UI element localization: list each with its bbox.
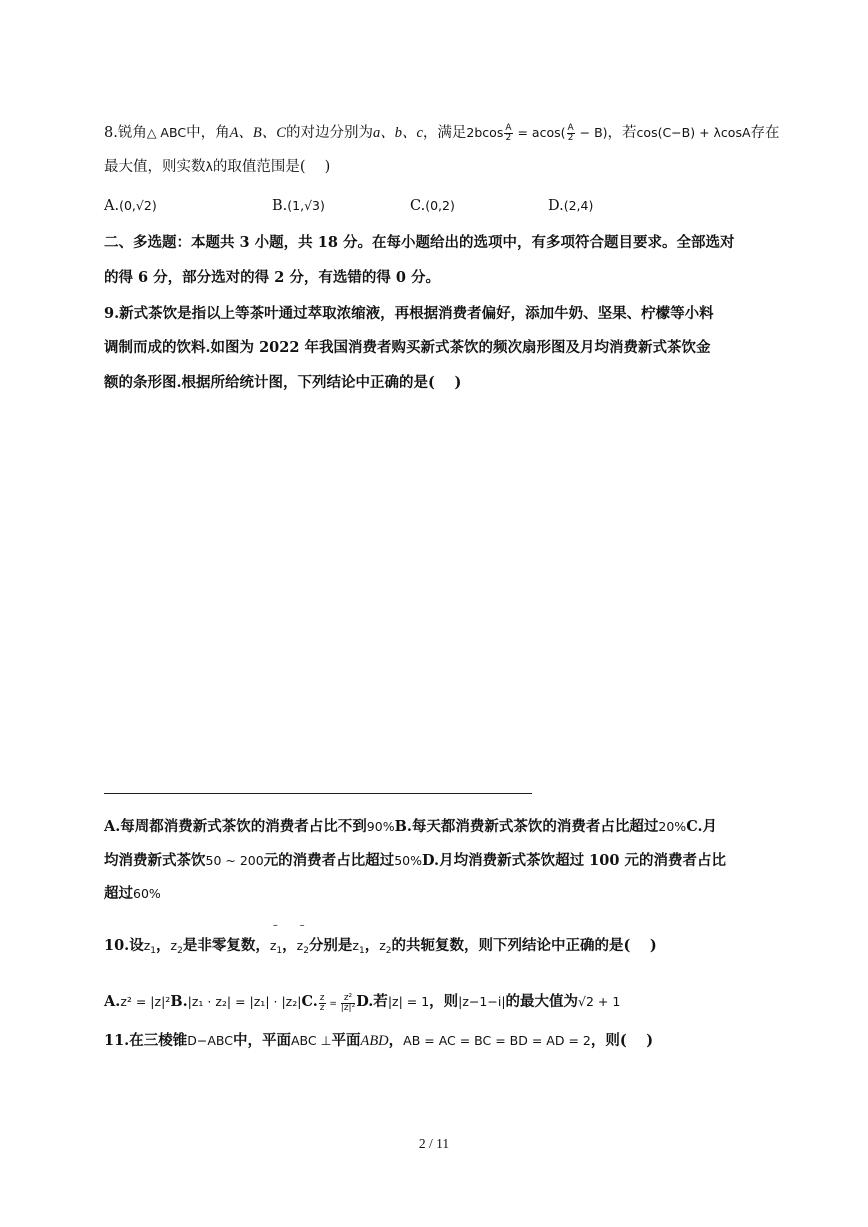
q10-option-d[interactable]: D.若 [356,993,388,1010]
section2-heading-line2: 的得 6 分，部分选对的得 2 分，有选错的得 0 分。 [104,269,441,286]
q8-option-d[interactable]: D.(2,4) [548,198,594,214]
q8-option-b[interactable]: B.(1,√3) [272,198,325,214]
max-expression: cos(C−B) + λcosA [636,125,751,140]
fraction-a-over-2: $\frac{A}{2}$ [505,123,512,143]
condition-formula: 2bcos $\frac{A}{2}$ = acos( $\frac{A}{2}$ − B) [466,123,608,143]
q11-stem: 11.在三棱锥D−ABC中，平面ABC ⊥平面ABD，AB = AC = BC = BD = AD = 2，则( ) [104,1032,654,1049]
q8-line2: 最大值，则实数λ的取值范围是( ) [104,159,331,175]
section2-heading-line1: 二、多选题：本题共 3 小题，共 18 分。在每小题给出的选项中，有多项符合题目要求。全部选对 [104,234,735,251]
page-number: 2 / 11 [418,1136,450,1151]
triangle-label: △ ABC [146,125,187,140]
q9-options-line2: 均消费新式茶饮50 ~ 200元的消费者占比超过50%D.月均消费新式茶饮超过 100 元的消费者占比 [104,852,726,869]
q8-option-c[interactable]: C.(0,2) [410,198,455,214]
q9-line2: 调制而成的饮料.如图为 2022 年我国消费者购买新式茶饮的频次扇形图及月均消费新式茶饮金 [104,339,711,356]
q10-option-c-formula: $\frac{z}{z}$ = $\frac{\text{z²}}{\text{|z|²}}$ [319,993,356,1013]
q9-options-line1: A.每周都消费新式茶饮的消费者占比不到90%B.每天都消费新式茶饮的消费者占比超过20%C.月 [104,818,718,835]
q9-line3: 额的条形图.根据所给统计图，下列结论中正确的是( ) [104,374,462,391]
q10-stem: 10.设$z_1$，$z_2$是非零复数，– $z_1$，– $z_2$分别是$z_1$，$z_2$的共轭复数，则下列结论中正确的是( ) [104,936,657,961]
q8-option-a[interactable]: A.(0,√2) [104,198,157,214]
q10-option-c[interactable]: C. [301,993,318,1010]
q9-options-line3: 超过60% [104,885,161,902]
q8-line1: 8.锐角△ ABC中，角A、B、C的对边分别为a、b、c，满足2bcos $\frac{A}{2}$ = acos( $\frac{A}{2}$ − B)，若cos(C−B) + λcosA存在 [104,123,780,143]
lambda-symbol: λ [205,159,213,174]
q10-options: A.z² = |z|²B.|z₁ · z₂| = |z₁| · |z₂|C. $\frac{z}{z}$ = $\frac{\text{z²}}{\text{|z|²}}$ D.若|z| = 1，则|z−1−i|的最大值为√2 + 1 [104,993,621,1013]
q9-line1: 9.新式茶饮是指以上等茶叶通过萃取浓缩液，再根据消费者偏好，添加牛奶、坚果、柠檬等小料 [104,305,714,322]
fraction-a-over-2-b: $\frac{A}{2}$ [567,123,574,143]
q10-option-a[interactable]: A. [104,993,121,1010]
footnote-divider [104,793,532,794]
q10-option-b[interactable]: B. [170,993,188,1010]
q8-number: 8. [104,125,118,141]
